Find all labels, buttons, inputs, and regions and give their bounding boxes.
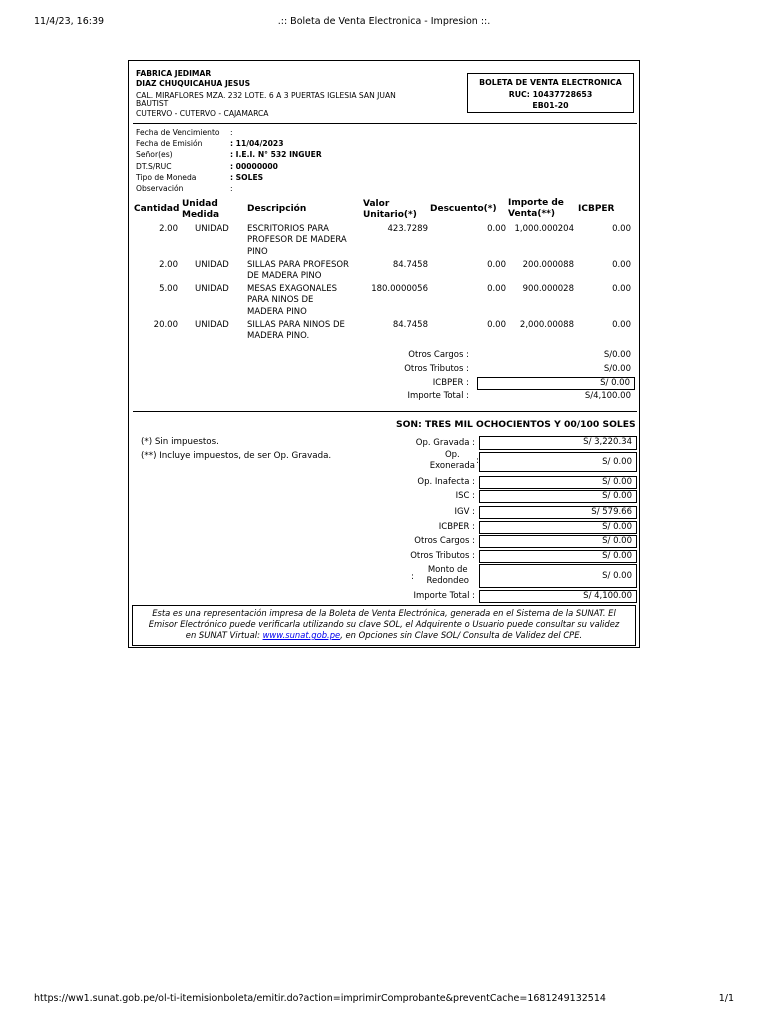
inafecta-label: Op. Inafecta :: [417, 477, 475, 487]
col-header-descripcion: Descripción: [247, 204, 307, 214]
print-title: .:: Boleta de Venta Electronica - Impresion ::.: [277, 16, 491, 27]
inafecta-value: S/ 0.00: [479, 476, 637, 489]
cell-icbper: 0.00: [612, 224, 631, 234]
redondeo-colon: :: [411, 572, 414, 582]
icbper-label: ICBPER :: [438, 522, 475, 532]
subtotal-label: ICBPER :: [432, 378, 469, 388]
total-value: S/ 4,100.00: [479, 590, 637, 603]
amount-in-words: SON: TRES MIL OCHOCIENTOS Y 00/100 SOLES: [396, 419, 636, 430]
issuer-location: CUTERVO - CUTERVO - CAJAMARCA: [136, 109, 269, 118]
issuer-address-cont: BAUTIST: [136, 99, 169, 108]
col-header-importe: Importe de Venta(**): [508, 198, 564, 219]
cell-unidad: UNIDAD: [195, 284, 229, 294]
issuer-company: FABRICA JEDIMAR: [136, 69, 212, 78]
divider: [133, 123, 637, 124]
gravada-label: Op. Gravada :: [415, 438, 475, 448]
cell-importe: 900.000028: [522, 284, 574, 294]
cell-descuento: 0.00: [487, 320, 506, 330]
print-page-count: 1/1: [718, 993, 734, 1004]
cell-icbper: 0.00: [612, 260, 631, 270]
cell-icbper: 0.00: [612, 284, 631, 294]
subtotal-label: Importe Total :: [407, 391, 469, 401]
cell-unidad: UNIDAD: [195, 224, 229, 234]
subtotal-value: S/4,100.00: [584, 391, 631, 401]
otros-tributos-label: Otros Tributos :: [410, 551, 475, 561]
cell-descripcion: MESAS EXAGONALES PARA NINOS DE MADERA PINO: [247, 284, 337, 317]
issuer-block: [136, 69, 426, 119]
cell-descuento: 0.00: [487, 260, 506, 270]
subtotal-value: S/0.00: [603, 350, 631, 360]
receipt-id-box: [467, 73, 634, 113]
sunat-link[interactable]: www.sunat.gob.pe: [262, 630, 341, 640]
cell-valor: 180.0000056: [371, 284, 428, 294]
otros-cargos-value: S/ 0.00: [479, 535, 637, 548]
print-url: https://ww1.sunat.gob.pe/ol-ti-itemisionboleta/emitir.do?action=imprimirComprobante&preventCache=1681249132514: [34, 993, 606, 1004]
receipt-type: BOLETA DE VENTA ELECTRONICA: [479, 78, 622, 87]
issuer-name: DIAZ CHUQUICAHUA JESUS: [136, 79, 251, 88]
col-header-cantidad: Cantidad: [134, 204, 180, 214]
exonerada-label: Op. Exonerada: [429, 450, 475, 471]
col-header-icbper: ICBPER: [578, 204, 615, 214]
cell-importe: 2,000.00088: [519, 320, 574, 330]
subtotal-value: S/0.00: [603, 364, 631, 374]
cell-importe: 200.000088: [522, 260, 574, 270]
exonerada-value: S/ 0.00: [479, 452, 637, 472]
col-header-unidad: Unidad Medida: [182, 199, 220, 220]
cell-descripcion: SILLAS PARA PROFESOR DE MADERA PINO: [247, 260, 349, 282]
otros-cargos-label: Otros Cargos :: [414, 536, 475, 546]
cell-cantidad: 2.00: [159, 260, 178, 270]
cell-importe: 1,000.000204: [514, 224, 574, 234]
col-header-valor: Valor Unitario(*): [363, 199, 417, 220]
receipt-number: EB01-20: [532, 101, 569, 110]
receipt-document: FABRICA JEDIMAR DIAZ CHUQUICAHUA JESUS CAL. MIRAFLORES MZA. 232 LOTE. 6 A 3 PUERTAS IGLESIA SAN JUAN BAUTIST CUTERVO - CUTERVO - CAJAMARCA BOLETA DE VENTA ELECTRONICA RUC: 10437728653 EB01-20 Fecha de Vencimiento : Fecha de Emisión : 11/04/2023 Señor(es) : I.E.I. N° 532 INGUER DT.S/RUC : 00000000 Tipo de Moneda : SOLES Observación : Cantidad Unidad Medida Descripción Valor Unitario(*) Descuento(*) Importe de Venta(**) ICBPER 2.00 UNIDAD ESCRITORIOS PARA PROFESOR DE MADERA PINO 423.7289 0.00 1,000.000204 0.00 2.00 UNIDAD SILLAS PARA PROFESOR DE MADERA PINO 84.7458 0.00 200.000088 0.00 5.00 UNIDAD MESAS EXAGONALES PARA NINOS DE MADERA PINO 180.0000056 0.00 900.000028 0.00 20.00 UNIDAD SILLAS PARA NINOS DE MADERA PINO. 84.7458 0.00 2,000.00088 0.00 Otros Cargos : S/0.00 Otros Tributos : S/0.00 ICBPER : S/ 0.00 Importe Total : S/4,100.00 SON: TRES MIL OCHOCIENTOS Y 00/100 SOLES (*) Sin impuestos. (**) Incluye impuestos, de ser Op. Gravada. Op. Gravada : S/ 3,220.34 Op. Exonerada : S/ 0.00 Op. Inafecta : S/ 0.00 ISC : S/ 0.00 IGV : S/ 579.66 ICBPER : S/ 0.00 Otros Cargos : S/ 0.00 Otros Tributos : S/ 0.00 : Monto de Redondeo S/ 0.00 Importe Total : S/ 4,100.00 Esta es una representación impresa de la Boleta de Venta Electrónica, generada en el Sistema de la SUNAT. El Emisor Electrónico puede verificarla utilizando su clave SOL, el Adquirente o Usuario puede consultar su validez en SUNAT Virtual: www.sunat.gob.pe, en Opciones sin Clave SOL/ Consulta de Validez del CPE.: [128, 60, 640, 648]
cell-valor: 423.7289: [387, 224, 428, 234]
col-header-descuento: Descuento(*): [430, 204, 497, 214]
otros-tributos-value: S/ 0.00: [479, 550, 637, 563]
igv-label: IGV :: [454, 507, 475, 517]
note-incluye-impuestos: (**) Incluye impuestos, de ser Op. Gravada.: [141, 451, 332, 461]
total-label: Importe Total :: [413, 591, 475, 601]
cell-cantidad: 5.00: [159, 284, 178, 294]
cell-descuento: 0.00: [487, 224, 506, 234]
cell-valor: 84.7458: [392, 260, 428, 270]
legal-note: Esta es una representación impresa de la Boleta de Venta Electrónica, generada en el Sistema de la SUNAT. El Emisor Electrónico puede verificarla utilizando su clave SOL, el Adquirente o Usuario puede consultar su validez en SUNAT Virtual: www.sunat.gob.pe, en Opciones sin Clave SOL/ Consulta de Validez del CPE.: [132, 605, 636, 646]
cell-descripcion: SILLAS PARA NINOS DE MADERA PINO.: [247, 320, 345, 342]
cell-valor: 84.7458: [392, 320, 428, 330]
isc-label: ISC :: [455, 491, 475, 501]
subtotal-icbper-box: S/ 0.00: [477, 377, 635, 390]
subtotal-label: Otros Cargos :: [408, 350, 469, 360]
note-sin-impuestos: (*) Sin impuestos.: [141, 437, 219, 447]
issuer-address: CAL. MIRAFLORES MZA. 232 LOTE. 6 A 3 PUERTAS IGLESIA SAN JUAN: [136, 91, 396, 100]
redondeo-label: Monto de Redondeo: [426, 565, 469, 586]
subtotal-label: Otros Tributos :: [404, 364, 469, 374]
cell-unidad: UNIDAD: [195, 260, 229, 270]
cell-unidad: UNIDAD: [195, 320, 229, 330]
cell-cantidad: 20.00: [153, 320, 178, 330]
divider: [133, 411, 637, 412]
cell-descuento: 0.00: [487, 284, 506, 294]
icbper-value: S/ 0.00: [479, 521, 637, 534]
igv-value: S/ 579.66: [479, 506, 637, 519]
cell-icbper: 0.00: [612, 320, 631, 330]
print-datetime: 11/4/23, 16:39: [34, 16, 105, 27]
gravada-value: S/ 3,220.34: [479, 436, 637, 450]
cell-descripcion: ESCRITORIOS PARA PROFESOR DE MADERA PINO: [247, 224, 347, 257]
cell-cantidad: 2.00: [159, 224, 178, 234]
receipt-ruc: RUC: 10437728653: [508, 89, 593, 99]
isc-value: S/ 0.00: [479, 490, 637, 503]
exonerada-colon: :: [476, 456, 479, 466]
redondeo-value: S/ 0.00: [479, 564, 637, 588]
